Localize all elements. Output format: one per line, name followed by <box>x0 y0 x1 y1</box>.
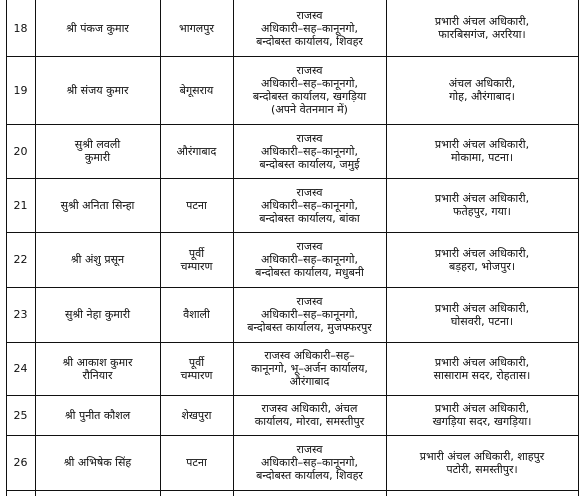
home-district: पूर्वी चम्पारण <box>180 246 213 273</box>
current-post: राजस्व अधिकारी–सह– कानूनगो, भू–अर्जन कार्यालय, औरंगाबाद <box>251 349 368 388</box>
serial-number: 26 <box>13 456 28 469</box>
current-post: राजस्व अधिकारी–सह–कानूनगो, बन्दोबस्त कार्यालय, मधुबनी <box>255 240 364 279</box>
officer-name: श्री अंशु प्रसून <box>70 253 125 266</box>
officer-name: सुश्री अनिता सिन्हा <box>60 198 135 212</box>
new-posting: प्रभारी अंचल अधिकारी, मोकामा, पटना। <box>434 138 530 164</box>
new-posting: प्रभारी अंचल अधिकारी, घोसवरी, पटना। <box>434 301 530 328</box>
home-district: पटना <box>186 456 207 469</box>
home-district: बेगूसराय <box>179 83 214 97</box>
row-border <box>6 490 579 491</box>
home-district: पूर्वी चम्पारण <box>180 355 213 382</box>
new-posting: प्रभारी अंचल अधिकारी, बड़हरा, भोजपुर। <box>434 246 530 273</box>
new-posting: अंचल अधिकारी, गोह, औरंगाबाद। <box>448 77 516 103</box>
home-district: औरंगाबाद <box>176 144 217 158</box>
new-posting: प्रभारी अंचल अधिकारी, फारबिसगंज, अररिया। <box>434 15 530 41</box>
serial-number: 20 <box>13 144 28 158</box>
new-posting: प्रभारी अंचल अधिकारी, सासाराम सदर, रोहतास। <box>433 355 531 382</box>
new-posting: प्रभारी अंचल अधिकारी, फतेहपुर, गया। <box>434 192 530 218</box>
serial-number: 23 <box>13 308 28 321</box>
current-post: राजस्व अधिकारी–सह–कानूनगो, बन्दोबस्त कार्यालय, खगड़िया (अपने वेतनमान में) <box>252 64 367 116</box>
serial-number: 18 <box>13 21 28 35</box>
home-district: पटना <box>186 198 207 212</box>
serial-number: 21 <box>13 198 28 212</box>
current-post: राजस्व अधिकारी–सह–कानूनगो, बन्दोबस्त कार्यालय, जमुई <box>259 131 360 171</box>
home-district: भागलपुर <box>179 21 214 35</box>
serial-number: 25 <box>13 408 28 422</box>
current-post: राजस्व अधिकारी–सह–कानूनगो, बन्दोबस्त कार्यालय, मुजफ्फरपुर <box>247 295 372 334</box>
home-district: वैशाली <box>183 308 210 321</box>
current-post: राजस्व अधिकारी–सह–कानूनगो, बन्दोबस्त कार्यालय, बांका <box>259 185 360 225</box>
current-post: राजस्व अधिकारी–सह–कानूनगो, बन्दोबस्त कार्यालय, शिवहर <box>256 8 363 48</box>
new-posting: प्रभारी अंचल अधिकारी, शाहपुर पटोरी, समस्तीपुर। <box>419 449 545 476</box>
officer-name: सुश्री लवली कुमारी <box>74 138 121 164</box>
new-posting: प्रभारी अंचल अधिकारी, खगड़िया सदर, खगड़िया। <box>432 402 532 428</box>
officer-name: श्री अभिषेक सिंह <box>63 456 132 469</box>
serial-number: 22 <box>13 253 28 266</box>
serial-number: 19 <box>13 83 28 97</box>
current-post: राजस्व अधिकारी, अंचल कार्यालय, मोरवा, समस्तीपुर <box>254 402 365 428</box>
home-district: शेखपुरा <box>181 408 212 422</box>
officer-name: सुश्री नेहा कुमारी <box>64 308 131 321</box>
current-post: राजस्व अधिकारी–सह–कानूनगो, बन्दोबस्त कार्यालय, शिवहर <box>256 443 363 482</box>
officer-name: श्री आकाश कुमार रौनियार <box>62 355 133 382</box>
officer-name: श्री पुनीत कौशल <box>64 408 131 422</box>
serial-number: 24 <box>13 362 28 375</box>
officer-name: श्री संजय कुमार <box>66 83 129 97</box>
officer-name: श्री पंकज कुमार <box>66 21 129 35</box>
